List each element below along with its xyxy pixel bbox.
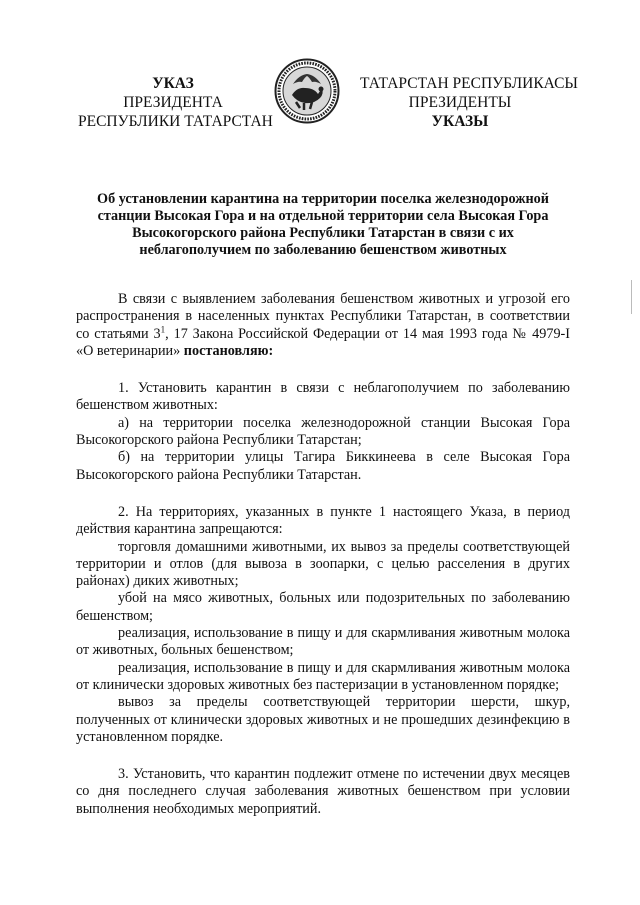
item-2-list-1: торговля домашними животными, их вывоз за пределы соответствующей территории и отлов (для вывоза в зоопарки, с целью расселения в других районах) диких животных; <box>76 538 570 590</box>
tatarstan-coat-of-arms-icon <box>274 58 340 124</box>
item-2-list-2: убой на мясо животных, больных или подозрительных по заболеванию бешенством; <box>76 590 570 624</box>
item-2-list-3: реализация, использование в пищу и для скармливания животным молока от животных, больных бешенством; <box>76 625 570 659</box>
scan-edge-mark <box>631 280 632 314</box>
item-2-list-5: вывоз за пределы соответствующей территории шерсти, шкур, полученных от клинически здоровых животных и не прошедших дезинфекцию в установленном порядке. <box>76 694 570 745</box>
item-1-b: б) на территории улицы Тагира Биккинеева в селе Высокая Гора Высокогорского района Республики Татарстан. <box>76 449 570 483</box>
preamble-text-2: , 17 Закона Российской Федерации от 14 мая 1993 года № 4979-I «О ветеринарии» <box>76 325 570 359</box>
header-left-line-1: УКАЗ <box>152 75 194 92</box>
decree-word: постановляю: <box>183 342 274 359</box>
header-right-line-2: ПРЕЗИДЕНТЫ <box>408 94 512 111</box>
decree-body <box>76 291 570 818</box>
header-left-line-3: РЕСПУБЛИКИ ТАТАРСТАН <box>78 113 273 130</box>
preamble-paragraph <box>76 291 570 360</box>
header-right-line-3: УКАЗЫ <box>431 113 489 130</box>
decree-title: Об установлении карантина на территории поселка железнодорожной станции Высокая Гора и на отдельной территории села Высокая Гора Высокогорского района Республики Татарстан в связи с их неблагополучием по заболеванию бешенством животных <box>97 191 549 258</box>
header-left-line-2: ПРЕЗИДЕНТА <box>123 94 223 111</box>
item-2-list-4: реализация, использование в пищу и для скармливания животным молока от клинически здоровых животных без пастеризации в установленном порядке; <box>76 659 570 693</box>
item-2: 2. На территориях, указанных в пункте 1 настоящего Указа, в период действия карантина запрещаются: <box>76 503 570 538</box>
header-right-line-1: ТАТАРСТАН РЕСПУБЛИКАСЫ <box>360 75 578 92</box>
item-3: 3. Установить, что карантин подлежит отмене по истечении двух месяцев со дня последнего случая заболевания животных бешенством при условии выполнения необходимых мероприятий. <box>76 766 570 817</box>
header-right-tatar <box>360 74 578 131</box>
preamble-superscript: 1 <box>160 323 166 334</box>
item-1-a: а) на территории поселка железнодорожной станции Высокая Гора Высокогорского района Республики Татарстан; <box>76 414 570 449</box>
header-left-russian <box>78 74 273 131</box>
preamble-text-1: В связи с выявлением заболевания бешенством животных и угрозой его распространения в населенных пунктах Республики Татарстан, в соответствии со статьями 3 <box>76 291 570 342</box>
item-1: 1. Установить карантин в связи с неблагополучием по заболеванию бешенством животных: <box>76 380 570 414</box>
